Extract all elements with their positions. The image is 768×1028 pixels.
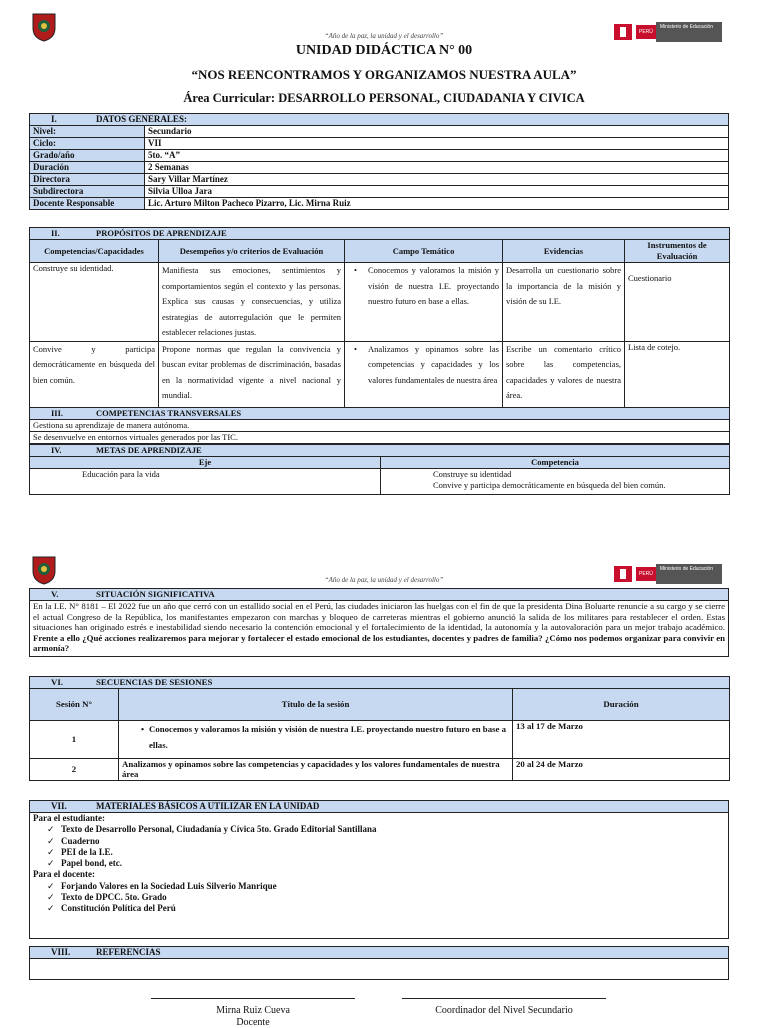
materials-table: VII. MATERIALES BÁSICOS A UTILIZAR EN LA UNIDAD Para el estudiante: ✓ Texto de Desarrollo Personal, Ciudadanía y Cívica 5to. Grado Editorial Santillana ✓ Cuaderno ✓ PEI de la I.E. ✓ Papel bond, etc. Para el docente: ✓ Forjando Valores en la Sociedad Luis Silverio Manrique ✓ Texto de DPCC. 5to. Grado ✓ Constitución Política del Perú xyxy=(29,800,729,939)
signature-line xyxy=(402,998,606,999)
year-motto: “Año de la paz, la unidad y el desarrollo” xyxy=(324,576,444,584)
table-row: 2 Analizamos y opinamos sobre las competencias y capacidades y los valores fundamentales de nuestra área 20 al 24 de Marzo xyxy=(30,759,730,781)
list-item: ✓ PEI de la I.E. xyxy=(43,847,725,858)
table-row: Construye su identidad. Manifiesta sus emociones, sentimientos y comportamientos según el contexto y las personas. Explica sus causas y consecuencias, y utiliza estrategias de autorregulación que le permiten establecer relaciones justas. • Conocemos y valoramos la misión y visión de nuestra I.E. proyectando nuestro futuro en base a ellas. Desarrolla un cuestionario sobre la importancia de la misión y visión de su I.E. Cuestionario xyxy=(30,263,730,342)
ministry-logo: PERÚ Ministerio de Educación xyxy=(614,564,722,584)
list-item: ✓ Papel bond, etc. xyxy=(43,858,725,869)
curricular-area: Área Curricular: DESARROLLO PERSONAL, CIUDADANIA Y CIVICA xyxy=(183,91,585,105)
section-header: V. SITUACIÓN SIGNIFICATIVA xyxy=(30,589,729,601)
school-crest-logo xyxy=(31,555,57,585)
list-item: ✓ Constitución Política del Perú xyxy=(43,903,725,914)
references-table xyxy=(29,946,729,980)
table-row: 1 • Conocemos y valoramos la misión y visión de nuestra I.E. proyectando nuestro futuro en base a ellas. 13 al 17 de Marzo xyxy=(30,721,730,759)
section-header: II. PROPÓSITOS DE APRENDIZAJE xyxy=(30,228,730,240)
significant-situation-table xyxy=(29,588,729,657)
learning-purposes-table: II. PROPÓSITOS DE APRENDIZAJE Competencias/Capacidades Desempeños y/o criterios de Evaluación Campo Temático Evidencias Instrumentos de Evaluación Construye su identidad. Manifiesta sus emociones, sentimientos y comportamientos según el contexto y las personas. Explica sus causas y consecuencias, y utiliza estrategias de autorregulación que le permiten establecer relaciones justas. • Conocemos y valoramos la misión y visión de nuestra I.E. proyectando nuestro futuro en base a ellas. Desarrolla un cuestionario sobre la importancia de la misión y visión de su I.E. Cuestionario Convive y participa democráticamente en búsqueda del bien común. Propone normas que regulan la convivencia y buscan evitar problemas de discriminación, basadas en la normatividad vigente a nivel nacional y mundial. • Analizamos y opinamos sobre las competencias y capacidades y los valores fundamentales de nuestra área Escribe un comentario crítico sobre las competencias, capacidades y valores de nuestra área. Lista de cotejo. III. COMPETENCIAS TRANSVERSALES Gestiona su aprendizaje de manera autónoma. Se desenvuelve en entornos virtuales generados por las TIC. xyxy=(29,227,730,444)
ministry-logo: PERÚ Ministerio de Educación xyxy=(614,22,722,42)
situation-question: Frente a ello ¿Qué acciones realizaremos para mejorar y fortalecer el estado emocional de los estudiantes, docentes y padres de familia? ¿Cómo nos podemos organizar para convivir en armonía? xyxy=(33,632,725,653)
school-crest-logo xyxy=(31,12,57,42)
list-item: ✓ Forjando Valores en la Sociedad Luis Silverio Manrique xyxy=(43,881,725,892)
section-header: VIII. REFERENCIAS xyxy=(30,947,729,959)
unit-title: UNIDAD DIDÁCTICA N° 00 xyxy=(295,43,473,58)
section-header: VII. MATERIALES BÁSICOS A UTILIZAR EN LA UNIDAD xyxy=(30,801,729,813)
list-item: ✓ Texto de Desarrollo Personal, Ciudadanía y Cívica 5to. Grado Editorial Santillana xyxy=(43,824,725,835)
section-header: III. COMPETENCIAS TRANSVERSALES xyxy=(30,407,730,419)
list-item: ✓ Texto de DPCC. 5to. Grado xyxy=(43,892,725,903)
coordinator-signature: Coordinador del Nivel Secundario xyxy=(435,1005,573,1016)
section-header: IV. METAS DE APRENDIZAJE xyxy=(30,445,730,457)
section-header: VI. SECUENCIAS DE SESIONES xyxy=(30,677,730,689)
table-row: Convive y participa democráticamente en búsqueda del bien común. Propone normas que regulan la convivencia y buscan evitar problemas de discriminación, basadas en la normatividad vigente a nivel nacional y mundial. • Analizamos y opinamos sobre las competencias y capacidades y los valores fundamentales de nuestra área Escribe un comentario crítico sobre las competencias, capacidades y valores de nuestra área. Lista de cotejo. xyxy=(30,341,730,407)
general-data-table: I. DATOS GENERALES: Nivel: Secundario Ciclo: VII Grado/año 5to. “A” Duración 2 Semanas Directora Sary Villar Martínez Subdirectora Silvia Ulloa Jara Docente Responsable Lic. Arturo Milton Pacheco Pizarro, Lic. Mirna Ruiz xyxy=(29,113,729,210)
peru-shield-icon xyxy=(614,24,632,40)
teacher-signature-name: Mirna Ruiz Cueva xyxy=(216,1005,290,1016)
learning-goals-table: IV. METAS DE APRENDIZAJE Eje Competencia Educación para la vida Construye su identidad Convive y participa democráticamente en búsqueda del bien común. xyxy=(29,444,730,495)
list-item: ✓ Cuaderno xyxy=(43,836,725,847)
year-motto: “Año de la paz, la unidad y el desarrollo” xyxy=(324,32,444,40)
section-header: I. DATOS GENERALES: xyxy=(30,114,729,126)
session-sequence-table: VI. SECUENCIAS DE SESIONES Sesión N° Título de la sesión Duración 1 • Conocemos y valoramos la misión y visión de nuestra I.E. proyectando nuestro futuro en base a ellas. 13 al 17 de Marzo 2 Analizamos y opinamos sobre las competencias y capacidades y los valores fundamentales de nuestra área 20 al 24 de Marzo xyxy=(29,676,730,781)
situation-text: En la I.E. N° 8181 – El 2022 fue un año que cerró con un estallido social en el Perú, las ciudades iniciaron las huelgas con el fin de que la presidenta Dina Boluarte renuncie a su cargo y se cierre el actual Congreso de la República, los manifestantes empezaron con marchas y bloqueo de carreteras mientras el gobierno anunció la salida de los militares para restablecer el orden. Estas situaciones han originado estrés e inestabilidad siendo necesario la contención emocional y el fortalecimiento de la identidad, la autonomía y la autovaloración para un mejor trabajo académico. xyxy=(33,601,725,632)
unit-subtitle: “NOS REENCONTRAMOS Y ORGANIZAMOS NUESTRA AULA” xyxy=(191,67,577,82)
signature-line xyxy=(151,998,355,999)
peru-shield-icon xyxy=(614,566,632,582)
teacher-signature-role: Docente xyxy=(236,1017,270,1028)
